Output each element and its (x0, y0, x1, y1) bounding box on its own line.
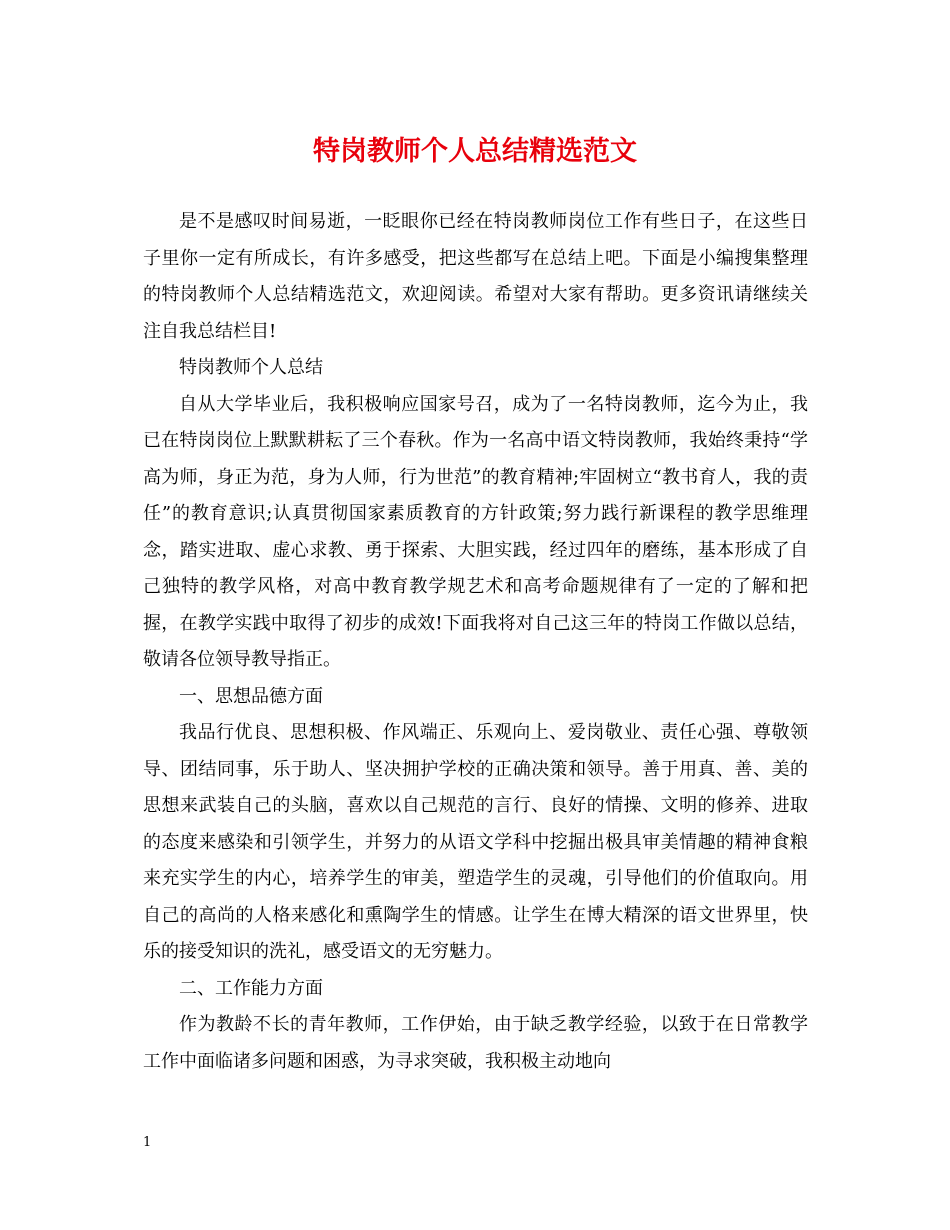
section-heading-summary: 特岗教师个人总结 (179, 357, 323, 378)
document-title: 特岗教师个人总结精选范文 (313, 136, 637, 167)
ability-paragraph: 作为教龄不长的青年教师，工作伊始，由于缺乏教学经验，以致于在日常教学工作中面临诸多问题和困惑，为寻求突破，我积极主动地向 (143, 1014, 808, 1072)
intro-paragraph: 是不是感叹时间易逝，一眨眼你已经在特岗教师岗位工作有些日子，在这些日子里你一定有所成长，有许多感受，把这些都写在总结上吧。下面是小编搜集整理的特岗教师个人总结精选范文，欢迎阅读。希望对大家有帮助。更多资讯请继续关注自我总结栏目! (143, 211, 808, 342)
section-heading-morality: 一、思想品德方面 (179, 685, 323, 707)
page-number: 1 (143, 1135, 152, 1150)
document-body (143, 204, 808, 1080)
morality-paragraph: 我品行优良、思想积极、作风端正、乐观向上、爱岗敬业、责任心强、尊敬领导、团结同事，乐于助人、坚决拥护学校的正确决策和领导。善于用真、善、美的思想来武装自己的头脑，喜欢以自己规范的言行、良好的情操、文明的修养、进取的态度来感染和引领学生，并努力的从语文学科中挖掘出极具审美情趣的精神食粮来充实学生的内心，培养学生的审美，塑造学生的灵魂，引导他们的价值取向。用自己的高尚的人格来感化和熏陶学生的情感。让学生在博大精深的语文世界里，快乐的接受知识的洗礼，感受语文的无穷魅力。 (143, 722, 808, 962)
background-paragraph: 自从大学毕业后，我积极响应国家号召，成为了一名特岗教师，迄今为止，我已在特岗岗位上默默耕耘了三个春秋。作为一名高中语文特岗教师，我始终秉持“学高为师，身正为范，身为人师，行为世范”的教育精神;牢固树立“教书育人，我的责任”的教育意识;认真贯彻国家素质教育的方针政策;努力践行新课程的教学思维理念，踏实进取、虚心求教、勇于探索、大胆实践，经过四年的磨练，基本形成了自己独特的教学风格，对高中教育教学规艺术和高考命题规律有了一定的了解和把握，在教学实践中取得了初步的成效!下面我将对自己这三年的特岗工作做以总结，敬请各位领导教导指正。 (143, 393, 808, 670)
section-heading-ability: 二、工作能力方面 (179, 977, 323, 999)
